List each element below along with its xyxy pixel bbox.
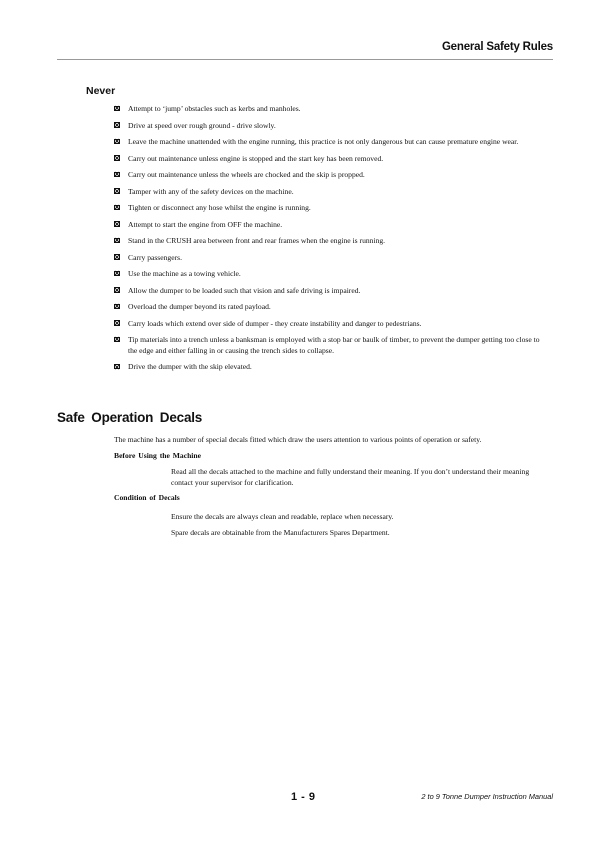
list-item-text: Overload the dumper beyond its rated payload. xyxy=(128,302,271,312)
crossed-box-icon xyxy=(114,122,120,128)
list-item-text: Leave the machine unattended with the engine running, this practice is not only dangerous but can cause premature engine wear. xyxy=(128,137,519,146)
list-item xyxy=(114,269,544,279)
crossed-box-icon xyxy=(114,364,120,370)
list-item-text: Tighten or disconnect any hose whilst the engine is running. xyxy=(128,203,311,213)
page-header-title: General Safety Rules xyxy=(441,41,553,53)
subheading-before-using: Before Using the Machine xyxy=(114,451,202,460)
list-item-text: Drive the dumper with the skip elevated. xyxy=(128,362,252,372)
crossed-box-icon xyxy=(114,188,120,194)
crossed-box-icon xyxy=(114,139,120,145)
list-item xyxy=(114,154,544,164)
list-item-text: Carry loads which extend over side of dumper - they create instability and danger to pedestrians. xyxy=(128,318,422,328)
list-item xyxy=(114,170,544,180)
crossed-box-icon xyxy=(114,238,120,244)
crossed-box-icon xyxy=(114,254,120,260)
crossed-box-icon xyxy=(114,221,120,227)
list-item-text: Tip materials into a trench unless a banksman is employed with a stop bar or baulk of timber, to prevent the dumper getting too close to the edge and either falling in or causing the trench sides to collapse. xyxy=(128,335,540,355)
list-item xyxy=(114,203,544,213)
list-item xyxy=(114,362,544,372)
list-item-text: Carry out maintenance unless engine is stopped and the start key has been removed. xyxy=(128,153,384,163)
footer-manual-title: 2 to 9 Tonne Dumper Instruction Manual xyxy=(421,792,553,801)
list-item xyxy=(114,137,544,147)
section-intro: The machine has a number of special decals fitted which draw the users attention to various points of operation or safety. xyxy=(114,435,482,444)
header-divider xyxy=(57,59,553,60)
list-item-text: Carry out maintenance unless the wheels are chocked and the skip is propped. xyxy=(128,170,365,180)
crossed-box-icon xyxy=(114,304,120,310)
never-heading: Never xyxy=(86,85,116,97)
paragraph-condition-1: Ensure the decals are always clean and readable, replace when necessary. xyxy=(171,512,394,521)
crossed-box-icon xyxy=(114,337,120,343)
list-item xyxy=(114,236,544,246)
crossed-box-icon xyxy=(114,172,120,178)
list-item xyxy=(114,319,544,329)
crossed-box-icon xyxy=(114,287,120,293)
list-item-text: Drive at speed over rough ground - drive slowly. xyxy=(128,120,276,130)
never-list xyxy=(114,104,544,379)
crossed-box-icon xyxy=(114,155,120,161)
list-item xyxy=(114,187,544,197)
list-item-text: Attempt to ‘jump’ obstacles such as kerbs and manholes. xyxy=(128,104,301,113)
subheading-condition: Condition of Decals xyxy=(114,493,180,502)
list-item xyxy=(114,286,544,296)
page-number: 1 - 9 xyxy=(291,791,316,803)
list-item xyxy=(114,335,544,356)
section-heading: Safe Operation Decals xyxy=(57,410,203,425)
list-item xyxy=(114,253,544,263)
paragraph-before-using: Read all the decals attached to the machine and fully understand their meaning. If you don’t understand their meaning contact your supervisor for clarification. xyxy=(171,467,530,488)
paragraph-condition-2: Spare decals are obtainable from the Manufacturers Spares Department. xyxy=(171,528,390,537)
list-item-text: Attempt to start the engine from OFF the machine. xyxy=(128,219,283,229)
list-item-text: Use the machine as a towing vehicle. xyxy=(128,269,241,279)
list-item xyxy=(114,220,544,230)
list-item-text: Carry passengers. xyxy=(128,252,182,262)
list-item xyxy=(114,104,544,114)
list-item-text: Stand in the CRUSH area between front and rear frames when the engine is running. xyxy=(128,236,386,246)
crossed-box-icon xyxy=(114,205,120,211)
crossed-box-icon xyxy=(114,271,120,277)
list-item-text: Tamper with any of the safety devices on the machine. xyxy=(128,186,294,196)
list-item xyxy=(114,121,544,131)
crossed-box-icon xyxy=(114,106,120,112)
crossed-box-icon xyxy=(114,320,120,326)
list-item xyxy=(114,302,544,312)
list-item-text: Allow the dumper to be loaded such that vision and safe driving is impaired. xyxy=(128,285,361,295)
